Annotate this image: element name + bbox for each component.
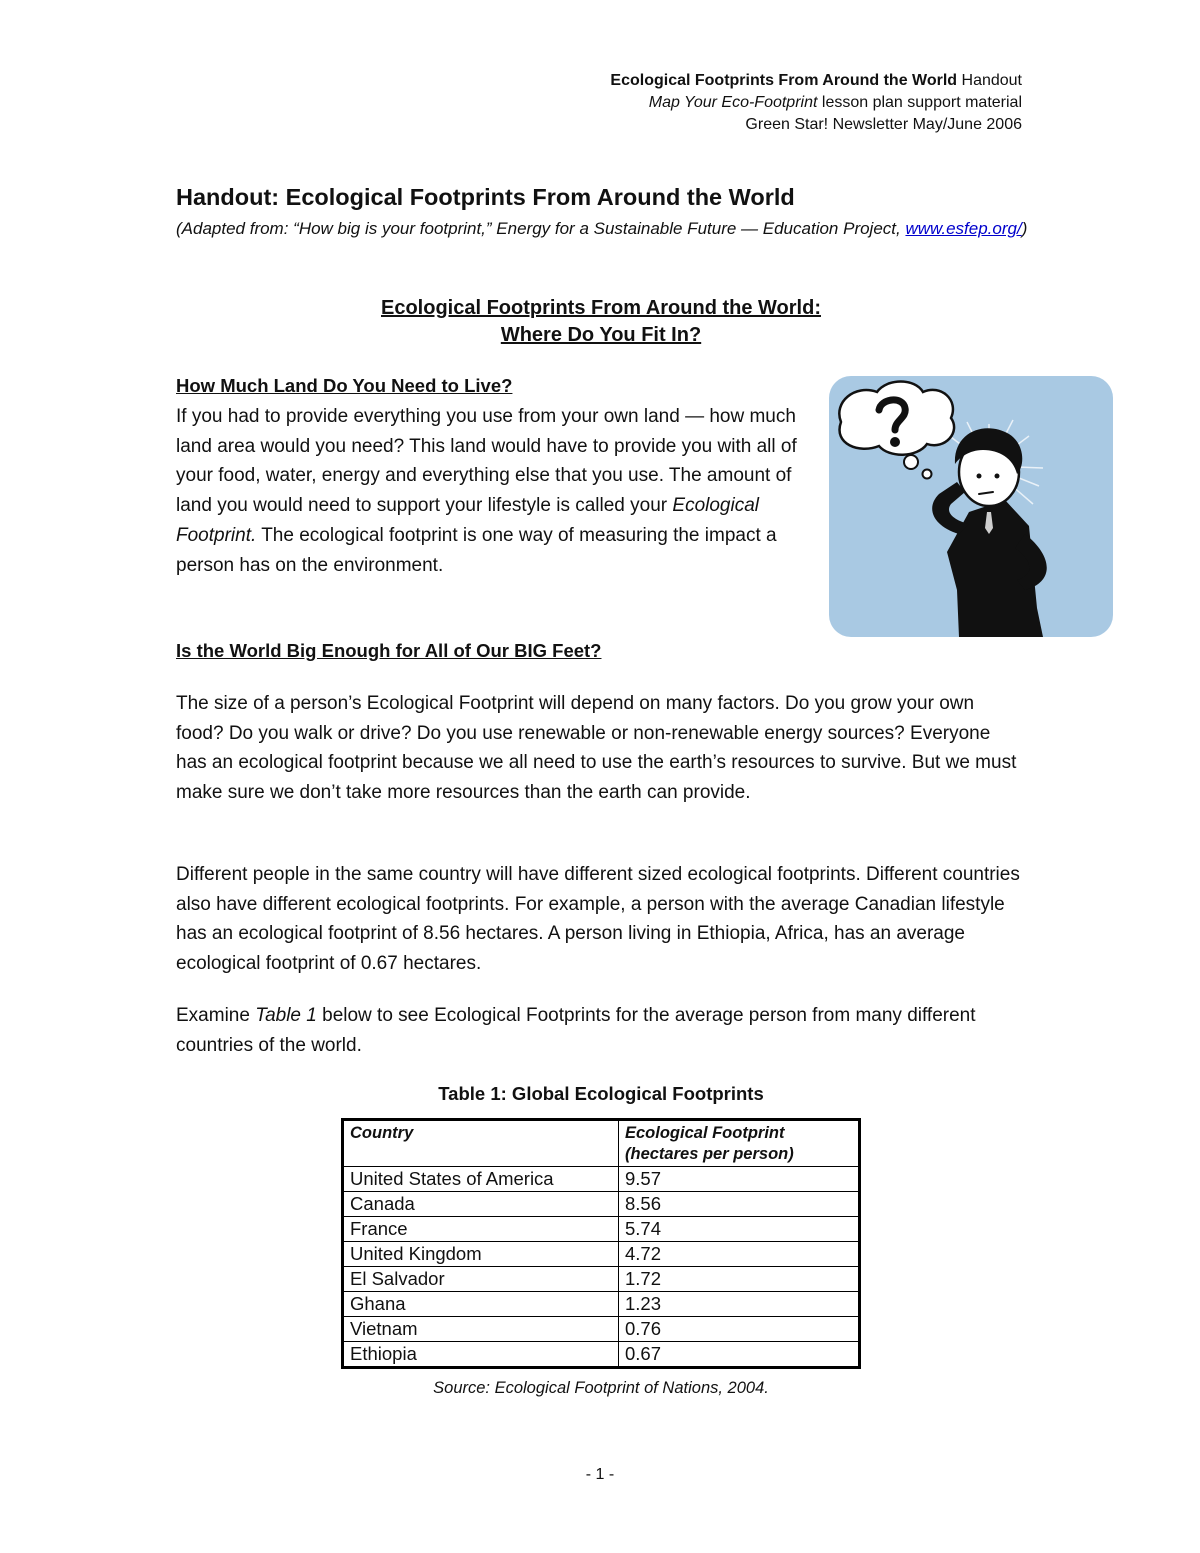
table-row: [343, 1217, 860, 1242]
country-cell: United Kingdom: [343, 1242, 619, 1267]
footprint-table: [341, 1118, 861, 1369]
paragraph-countries: Different people in the same country will have different sized ecological footprints. Different countries also have different ecological footprints. For example, a person with the average Canadian lifestyle has an ecological footprint of 8.56 hectares. A person living in Ethiopia, Africa, has an average ecological footprint of 0.67 hectares.: [176, 864, 1020, 975]
table-row: [343, 1167, 860, 1192]
header-line-3: Green Star! Newsletter May/June 2006: [745, 116, 1022, 133]
thinking-person-icon: [829, 376, 1113, 637]
country-cell: Canada: [343, 1192, 619, 1217]
table-row: [343, 1192, 860, 1217]
footprint-cell: 1.72: [619, 1267, 860, 1292]
footprint-cell: 0.76: [619, 1317, 860, 1342]
section-heading-land: How Much Land Do You Need to Live?: [176, 375, 513, 396]
source-attribution: (Adapted from: “How big is your footprint,” Energy for a Sustainable Future — Education Project, www.esfep.org/): [176, 219, 1028, 238]
country-cell: France: [343, 1217, 619, 1242]
footprint-cell: 1.23: [619, 1292, 860, 1317]
table-row: [343, 1342, 860, 1368]
header-line-2: Map Your Eco-Footprint lesson plan support material: [648, 94, 1022, 111]
table-source-note: Source: Ecological Footprint of Nations, 2004.: [433, 1379, 769, 1397]
column-header-footprint: Ecological Footprint (hectares per person): [619, 1120, 860, 1167]
table-caption: Table 1: Global Ecological Footprints: [438, 1083, 764, 1104]
table-row: [343, 1267, 860, 1292]
paragraph-examine: Examine Table 1 below to see Ecological Footprints for the average person from many different countries of the world.: [176, 1005, 976, 1056]
main-heading-line-2: Where Do You Fit In?: [500, 324, 702, 346]
table-row: [343, 1317, 860, 1342]
column-header-country: Country: [343, 1120, 619, 1167]
main-heading-line-1: Ecological Footprints From Around the World:: [381, 297, 821, 319]
country-cell: El Salvador: [343, 1267, 619, 1292]
page-number: - 1 -: [585, 1466, 615, 1483]
footprint-cell: 4.72: [619, 1242, 860, 1267]
document-title: Handout: Ecological Footprints From Around the World: [176, 184, 795, 210]
footprint-cell: 9.57: [619, 1167, 860, 1192]
footprint-cell: 8.56: [619, 1192, 860, 1217]
table-row: [343, 1292, 860, 1317]
country-cell: United States of America: [343, 1167, 619, 1192]
country-cell: Ethiopia: [343, 1342, 619, 1368]
paragraph-factors: The size of a person’s Ecological Footprint will depend on many factors. Do you grow your own food? Do you walk or drive? Do you use renewable or non-renewable energy sources? Everyone has an ecological footprint because we all need to use the earth’s resources to survive. But we must make sure we don’t take more resources than the earth can provide.: [176, 693, 1017, 804]
paragraph-land: If you had to provide everything you use from your own land — how much land area would you need? This land would have to provide you with all of your food, water, energy and everything else that you use. The amount of land you would need to support your lifestyle is called your Ecological Footprint. The ecological footprint is one way of measuring the impact a person has on the environment.: [176, 406, 797, 576]
table-header-row: [343, 1120, 860, 1167]
table-row: [343, 1242, 860, 1267]
section-heading-big-feet: Is the World Big Enough for All of Our BIG Feet?: [176, 640, 602, 661]
country-cell: Vietnam: [343, 1317, 619, 1342]
esfep-link[interactable]: www.esfep.org/: [905, 219, 1022, 238]
country-cell: Ghana: [343, 1292, 619, 1317]
footprint-cell: 5.74: [619, 1217, 860, 1242]
header-line-1: Ecological Footprints From Around the World Handout: [610, 72, 1022, 89]
footprint-cell: 0.67: [619, 1342, 860, 1368]
running-header: [610, 70, 1022, 136]
